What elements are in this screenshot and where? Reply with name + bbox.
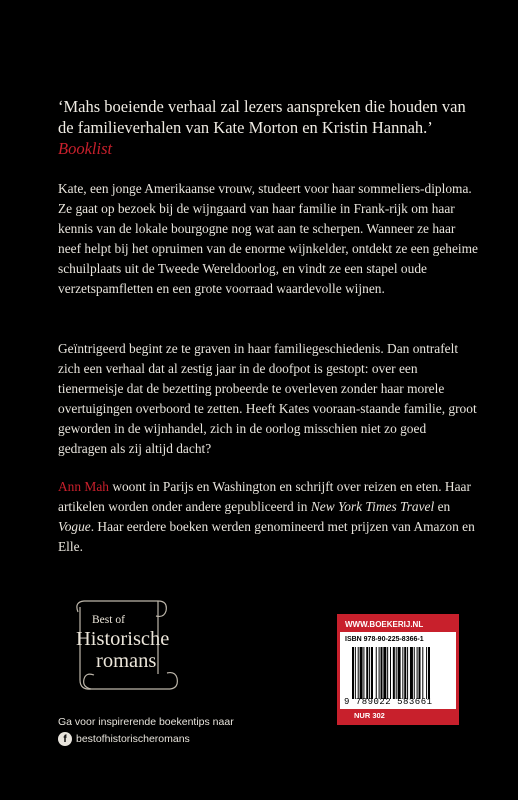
logo-line-3: romans <box>96 650 157 672</box>
barcode-box <box>337 614 459 725</box>
publication-nyt-travel: New York Times Travel <box>310 499 435 514</box>
author-name: Ann Mah <box>58 479 109 494</box>
quote-source: Booklist <box>58 139 113 158</box>
facebook-link[interactable] <box>58 732 190 746</box>
nur-code: NUR 302 <box>340 709 456 722</box>
barcode-digits: 9 789022 583661 <box>344 697 433 707</box>
author-bio-text-2: en <box>434 499 451 514</box>
facebook-handle: bestofhistorischeromans <box>76 733 190 745</box>
quote-text: ‘Mahs boeiende verhaal zal lezers aanspreken die houden van de familieverhalen van Kate Morton en Kristin Hannah.’ <box>58 97 466 137</box>
barcode-bars <box>352 647 448 699</box>
blurb-paragraph-1: Kate, een jonge Amerikaanse vrouw, studeert voor haar sommeliers-diploma. Ze gaat op bezoek bij de wijngaard van haar familie in Frank-rijk om haar kennis van de lokale bourgogne nog wat aan te scherpen. Wanneer ze haar neef helpt bij het opruimen van de enorme wijnkelder, ontdekt ze een geheime schuilplaats uit de Tweede Wereldoorlog, en vindt ze een stapel oude verzetspamfletten en een grote voorraad waardevolle wijnen. <box>58 181 478 296</box>
facebook-icon: f <box>58 732 72 746</box>
tips-text: Ga voor inspirerende boekentips naar <box>58 716 234 728</box>
publication-vogue: Vogue <box>58 519 91 534</box>
isbn-text: ISBN 978-90-225-8366-1 <box>345 636 424 643</box>
author-bio-text-1: woont in Parijs en Washington en schrijft over reizen en eten. Haar artikelen worden onder andere gepubliceerd in <box>58 479 471 514</box>
logo-line-2: Historische <box>76 628 170 650</box>
review-quote <box>58 96 478 159</box>
author-bio <box>58 477 478 557</box>
best-of-historische-romans-logo <box>58 592 188 700</box>
publisher-url: WWW.BOEKERIJ.NL <box>340 617 456 632</box>
logo-line-1: Best of <box>92 614 125 626</box>
blurb-paragraph-2: Geïntrigeerd begint ze te graven in haar familiegeschiedenis. Dan ontrafelt zich een verhaal dat al zestig jaar in de doofpot is gestopt: over een tienermeisje dat de bezetting probeerde te overleven zonder haar morele overtuigingen overboord te zetten. Heeft Kates vooraan-staande familie, groot geworden in de wijnhandel, zich in de oorlog misschien niet zo goed gedragen als zij altijd dacht? <box>58 341 477 456</box>
author-bio-text-3: . Haar eerdere boeken werden genomineerd met prijzen van Amazon en Elle. <box>58 519 475 554</box>
